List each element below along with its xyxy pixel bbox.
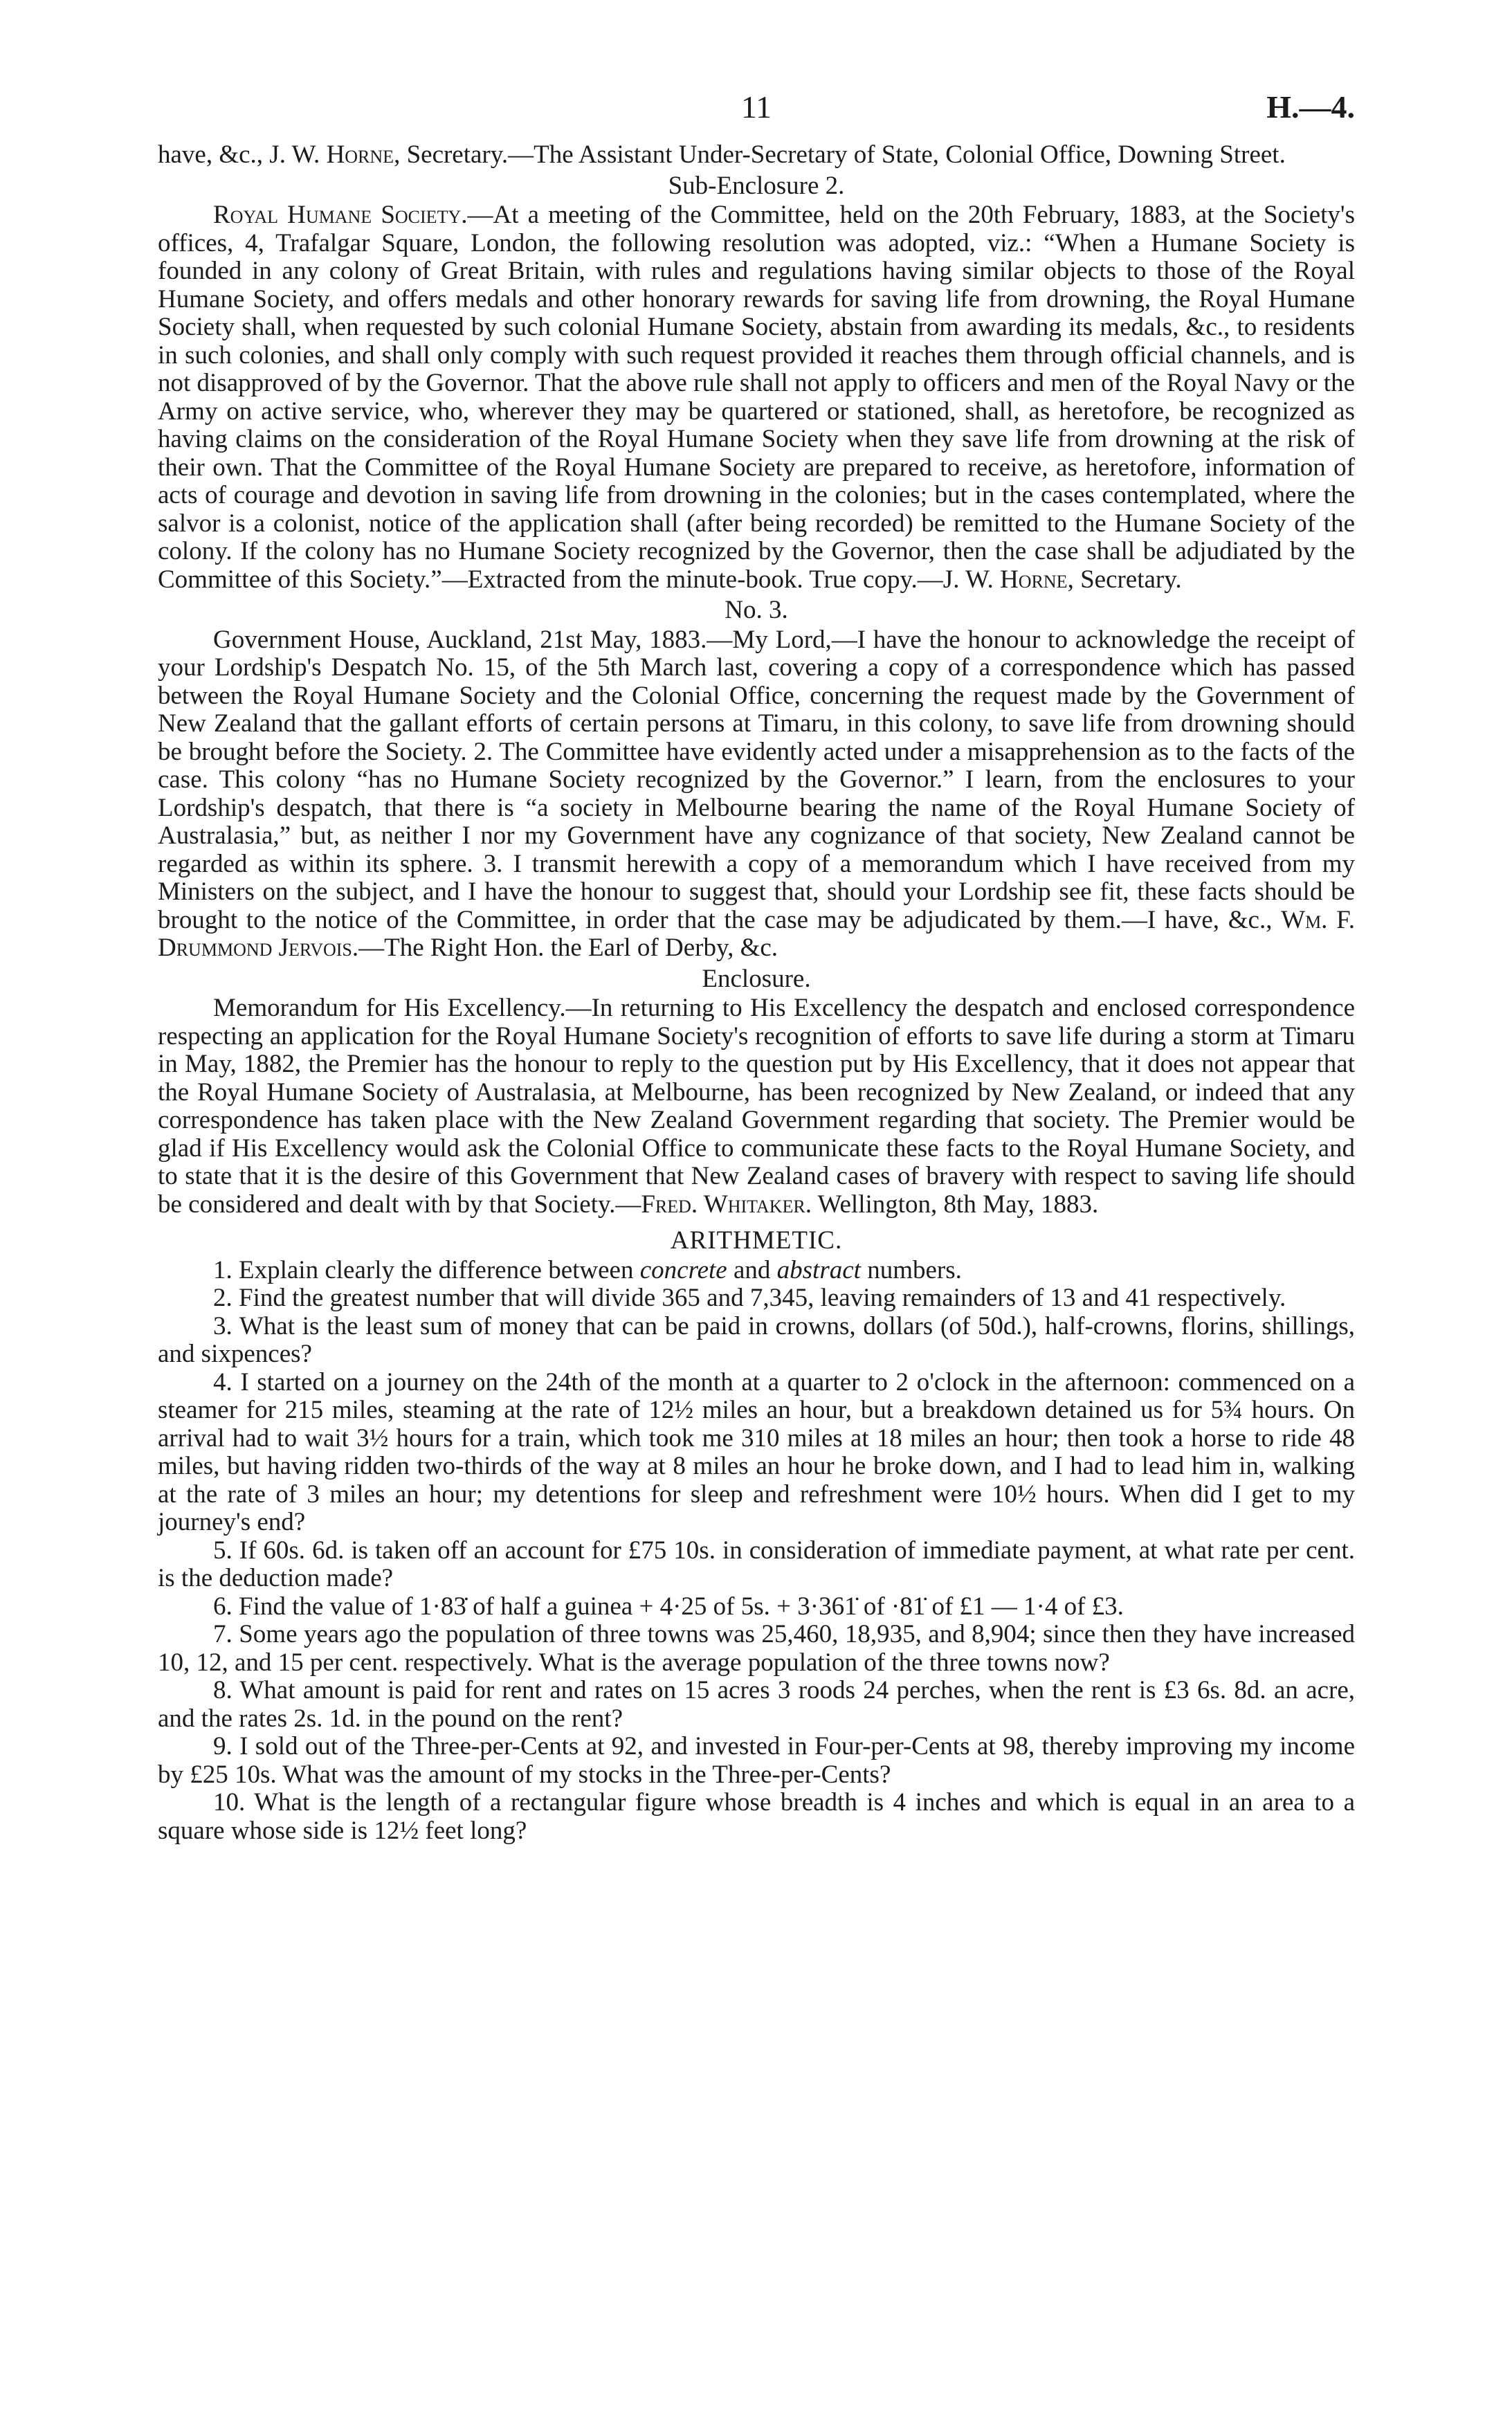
document-reference: H.—4. — [1266, 89, 1355, 125]
question-8: 8. What amount is paid for rent and rates on 15 acres 3 roods 24 perches, when the rent is £3 6s. 8d. an acre, and the rates 2s. 1d. in the pound on the rent? — [158, 1676, 1355, 1733]
no-3-heading: No. 3. — [725, 596, 788, 624]
enclosure-signer: Fred. Whitaker — [641, 1190, 805, 1219]
question-1 — [158, 1257, 1355, 1285]
arithmetic-heading: ARITHMETIC. — [670, 1226, 843, 1255]
question-1-post: numbers. — [860, 1255, 962, 1284]
term-abstract: abstract — [776, 1255, 861, 1284]
document-page — [158, 90, 1355, 1845]
question-10: 10. What is the length of a rectangular figure whose breadth is 4 inches and which is equal in an area to a square whose side is 12½ feet long? — [158, 1788, 1355, 1845]
sub-enclosure-signer: Horne — [1000, 565, 1068, 594]
question-1-pre: 1. Explain clearly the difference between — [213, 1255, 640, 1284]
sub-enclosure-heading: Sub-Enclosure 2. — [668, 171, 845, 200]
question-4: 4. I started on a journey on the 24th of the month at a quarter to 2 o'clock in the afternoon: commenced on a steamer for 215 miles, steaming at the rate of 12½ miles an hour, but a breakdown detained us for 5¾ hours. On arrival had to wait 3½ hours for a train, which took me 310 miles at 18 miles an hour; then took a horse to ride 48 miles, but having ridden two-thirds of the way at 8 miles an hour he broke down, and I had to lead him in, walking at the rate of 3 miles an hour; my detentions for sleep and refreshment were 10½ hours. When did I get to my journey's end? — [158, 1367, 1355, 1536]
question-5: 5. If 60s. 6d. is taken off an account for £75 10s. in consideration of immediate payment, at what rate per cent. is the deduction made? — [158, 1536, 1355, 1592]
page-number: 11 — [740, 89, 772, 125]
no-3-body: Government House, Auckland, 21st May, 1883.—My Lord,—I have the honour to acknowledge the receipt of your Lordship's Despatch No. 15, of the 5th March last, covering a copy of a correspondence which has passed between the Royal Humane Society and the Colonial Office, concerning the request made by the Government of New Zealand that the gallant efforts of certain persons at Timaru, in this colony, to save life from drowning should be brought before the Society. 2. The Committee have evidently acted under a misapprehension as to the facts of the case. This colony “has no Humane Society recognized by the Governor.” I learn, from the enclosures to your Lordship's despatch, that there is “a society in Melbourne bearing the name of the Royal Humane Society of Australasia,” but, as neither I nor my Government have any cognizance of that society, New Zealand cannot be regarded as within its sphere. 3. I transmit herewith a copy of a memorandum which I have received from my Ministers on the subject, and I have the honour to suggest that, should your Lordship see fit, these facts should be brought to the notice of the Committee, in order that the case may be adjudicated by them.—I have, &c., — [158, 625, 1355, 934]
sub-enclosure-signer-post: , Secretary. — [1067, 565, 1182, 594]
sub-enclosure-paragraph — [158, 201, 1355, 594]
no-3-paragraph — [158, 626, 1355, 963]
question-7: 7. Some years ago the population of three towns was 25,460, 18,935, and 8,904; since then they have increased 10, 12, and 15 per cent. respectively. What is the average population of the three towns now? — [158, 1620, 1355, 1677]
question-3: 3. What is the least sum of money that can be paid in crowns, dollars (of 50d.), half-crowns, florins, shillings, and sixpences? — [158, 1311, 1355, 1368]
no-3-signer: Wm. F. Drummond Jervois — [158, 905, 1355, 962]
lead-in-pre: have, &c., J. W. — [158, 140, 327, 169]
lead-in-name: Horne — [326, 140, 394, 169]
page-header — [158, 90, 1355, 141]
enclosure-heading: Enclosure. — [702, 964, 811, 993]
question-2: 2. Find the greatest number that will divide 365 and 7,345, leaving remainders of 13 and 41 respectively. — [213, 1284, 1286, 1312]
question-9: 9. I sold out of the Three-per-Cents at 92, and invested in Four-per-Cents at 98, thereby improving my income by £25 10s. What was the amount of my stocks in the Three-per-Cents? — [158, 1732, 1355, 1789]
no-3-signer-post: .—The Right Hon. the Earl of Derby, &c. — [352, 934, 778, 962]
question-6: 6. Find the value of 1·83̇ of half a guinea + 4·25 of 5s. + 3·361̇ of ·81̇ of £1 — 1·4 of £3. — [213, 1592, 1124, 1621]
enclosure-signer-post: . Wellington, 8th May, 1883. — [805, 1190, 1099, 1219]
enclosure-paragraph — [158, 994, 1355, 1219]
question-1-mid: and — [727, 1255, 777, 1284]
royal-humane-society-name: Royal Humane Society — [213, 201, 462, 229]
lead-in-paragraph — [158, 141, 1355, 170]
sub-enclosure-body: .—At a meeting of the Committee, held on the 20th February, 1883, at the Society's offices, 4, Trafalgar Square, London, the following resolution was adopted, viz.: “When a Humane Society is founded in any colony of Great Britain, with rules and regulations having similar objects to those of the Royal Humane Society, and offers medals and other honorary rewards for saving life from drowning, the Royal Humane Society shall, when requested by such colonial Humane Society, abstain from awarding its medals, &c., to residents in such colonies, and shall only comply with such request provided it reaches them through official channels, and is not disapproved of by the Governor. That the above rule shall not apply to officers and men of the Royal Navy or the Army on active service, who, wherever they may be quartered or stationed, shall, as heretofore, be recognized as having claims on the consideration of the Royal Humane Society when they save life from drowning at the risk of their own. That the Committee of the Royal Humane Society are prepared to receive, as heretofore, information of acts of courage and devotion in saving life from drowning in the colonies; but in the cases contemplated, where the salvor is a colonist, notice of the application shall (after being recorded) be remitted to the Humane Society of the colony. If the colony has no Humane Society recognized by the Governor, then the case shall be adjudiated by the Committee of this Society.”—Extracted from the minute-book. True copy.—J. W. — [158, 201, 1356, 594]
enclosure-body: Memorandum for His Excellency.—In returning to His Excellency the despatch and enclosed correspondence respecting an application for the Royal Humane Society's recognition of efforts to save life during a storm at Timaru in May, 1882, the Premier has the honour to reply to the question put by His Excellency, that it does not appear that the Royal Humane Society of Australasia, at Melbourne, has been recognized by New Zealand, or indeed that any correspondence has taken place with the New Zealand Government regarding that society. The Premier would be glad if His Excellency would ask the Colonial Office to communicate these facts to the Royal Humane Society, and to state that it is the desire of this Government that New Zealand cases of bravery with respect to saving life should be considered and dealt with by that Society.— — [158, 994, 1355, 1219]
term-concrete: concrete — [639, 1255, 727, 1284]
lead-in-post: , Secretary.—The Assistant Under-Secretary of State, Colonial Office, Downing Street. — [394, 140, 1286, 169]
